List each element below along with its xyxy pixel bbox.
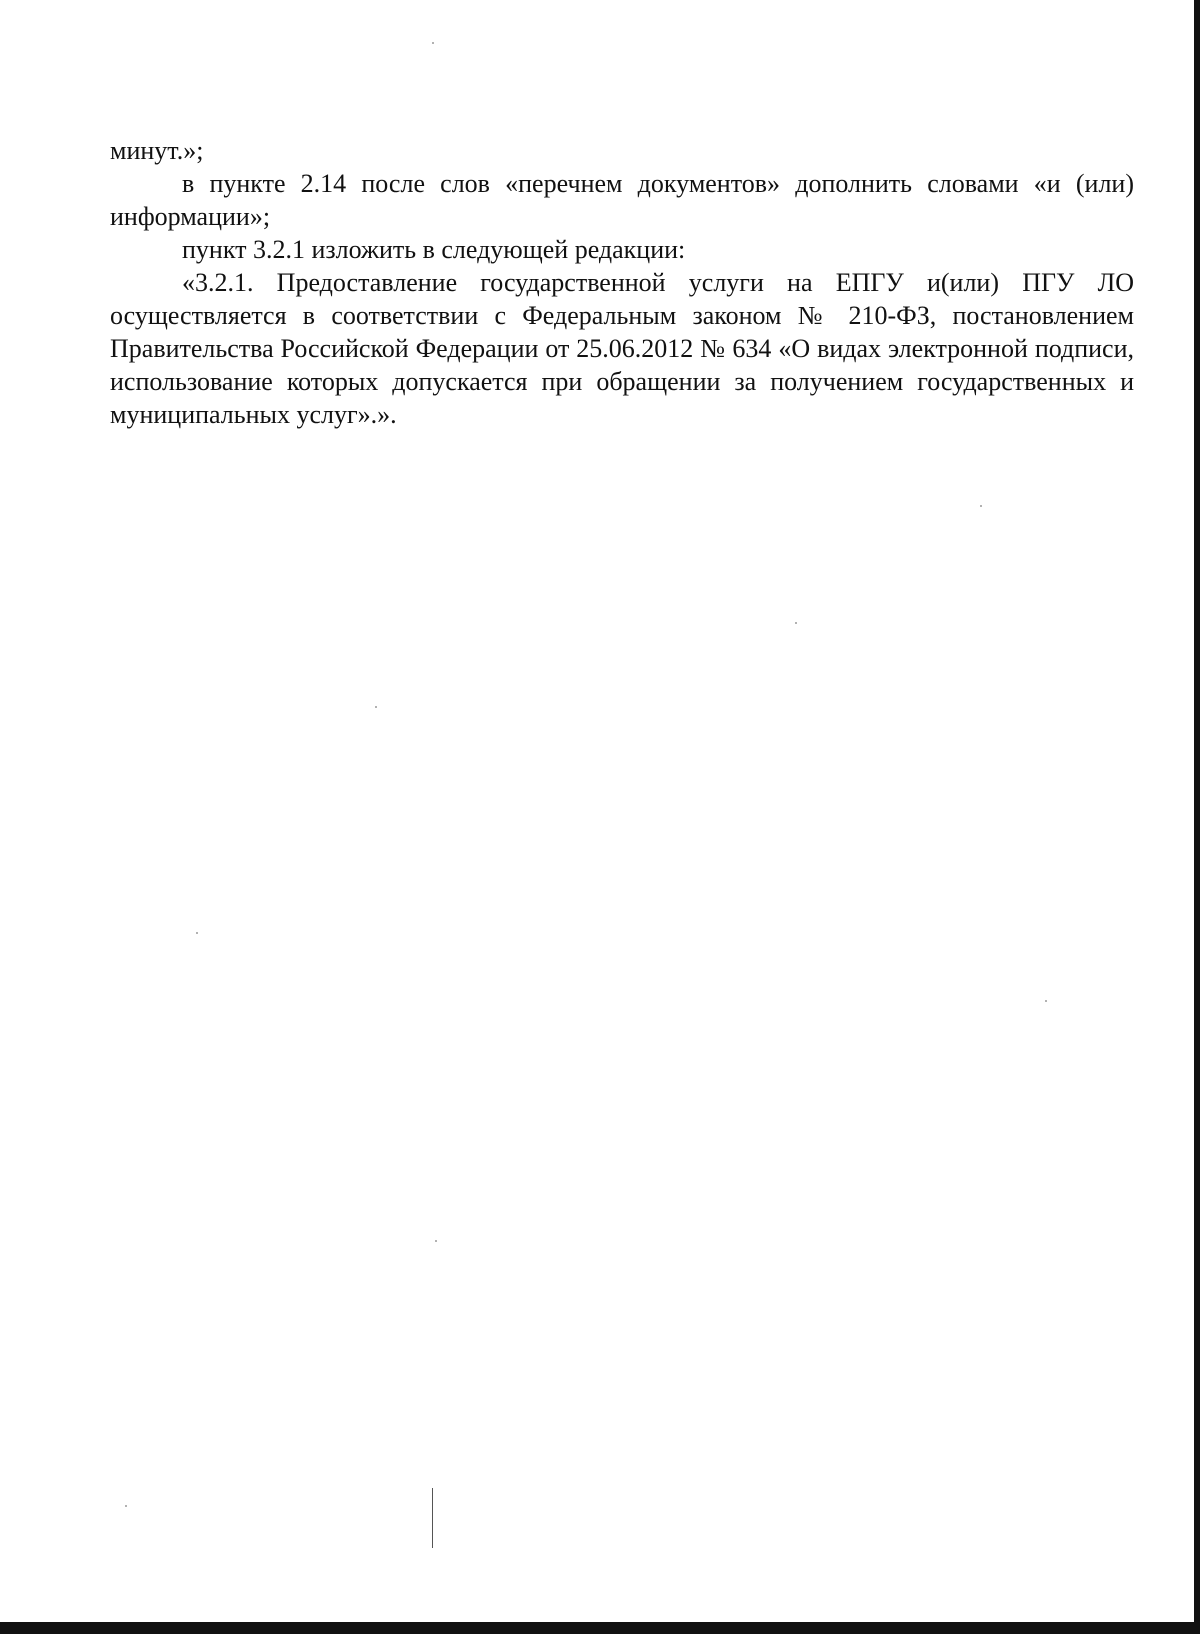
scan-speck xyxy=(196,932,198,934)
paragraph-item-3-2-1-text: «3.2.1. Предоставление государственной услуги на ЕПГУ и(или) ПГУ ЛО осуществляется в соответствии с Федеральным законом № 210-ФЗ, постановлением Правительства Российской Федерации от 25.06.2012 № 634 «О видах электронной подписи, использование которых допускается при обращении за получением государственных и муниципальных услуг».». xyxy=(110,268,1134,429)
scan-speck xyxy=(980,505,982,507)
scan-speck xyxy=(432,42,434,44)
scan-edge-right xyxy=(1194,0,1200,1634)
scan-edge-bottom xyxy=(0,1622,1200,1634)
scan-speck xyxy=(795,622,797,624)
document-body xyxy=(110,134,1134,431)
scan-speck xyxy=(125,1505,127,1507)
scan-speck xyxy=(375,706,377,708)
scan-speck xyxy=(435,1240,437,1242)
scan-speck xyxy=(1045,1000,1047,1002)
paragraph-item-2-14: в пункте 2.14 после слов «перечнем документов» дополнить словами «и (или) информации»; xyxy=(110,169,1134,231)
paragraph-continuation: минут.»; xyxy=(110,136,204,165)
scan-fold-mark xyxy=(432,1488,433,1548)
paragraph-item-3-2-1-intro: пункт 3.2.1 изложить в следующей редакции: xyxy=(182,235,686,264)
